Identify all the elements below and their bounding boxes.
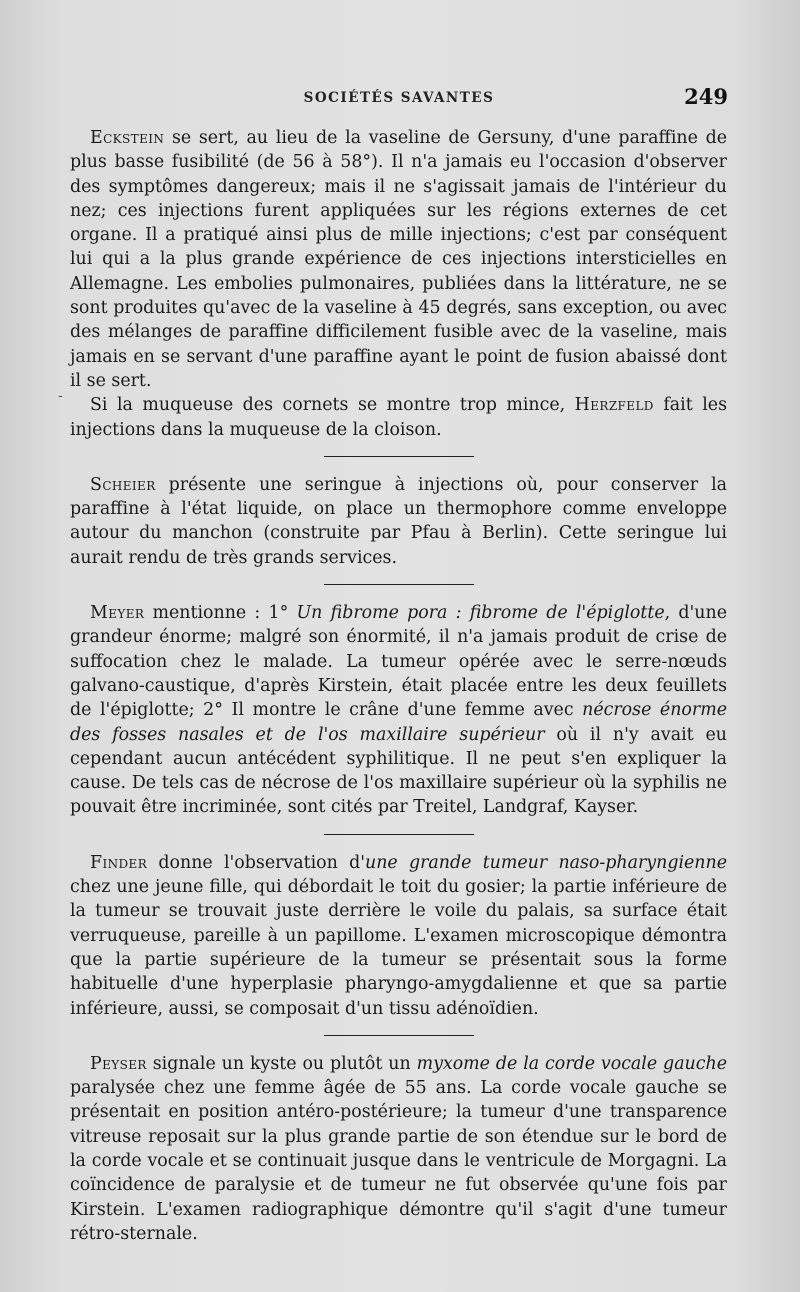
- author-name: Finder: [90, 852, 148, 873]
- paragraph-text: se sert, au lieu de la vaseline de Gersuny, d'une paraffine de plus basse fusibilité (de 56 à 58°). Il n'a jamais eu l'occasion d'observer des symptômes dangereux; mais il ne s'agissait jamais de l'intérieur du nez; ces injections furent appliquées sur les régions externes de cet organe. Il a pratiqué ainsi plus de mille injections; c'est par conséquent lui qui a la plus grande expérience de ces injections intersticielles en Allemagne. Les embolies pulmonaires, publiées dans la littérature, ne se sont produites qu'avec de la vaseline à 45 degrés, sans exception, ou avec des mélanges de paraffine difficilement fusible avec de la vaseline, mais jamais en se servant d'une paraffine ayant le point de fusion abaissé dont il se sert.: [70, 128, 727, 391]
- italic-title: Un fibrome pora : fibrome de l'épiglotte: [296, 603, 665, 624]
- paragraph-scheier: [70, 473, 727, 570]
- section-finder: [70, 851, 727, 1021]
- author-name: Scheier: [90, 474, 156, 495]
- paragraph-finder: [70, 851, 727, 1021]
- author-name: Eckstein: [90, 128, 165, 148]
- paragraph-text: présente une seringue à injections où, pour conserver la paraffine à l'état liquide, on place un thermophore comme enveloppe autour du manchon (construite par Pfau à Berlin). Cette seringue lui aurait rendu de très grands services.: [70, 474, 727, 568]
- section-divider: [324, 584, 474, 585]
- section-meyer: [70, 601, 727, 820]
- page-header: [70, 86, 728, 116]
- paragraph-text: où il n'y avait eu cependant aucun antécédent syphilitique. Il ne peut s'en expliquer la cause. De tels cas de nécrose de l'os maxillaire supérieur où la syphilis ne pouvait être incriminée, sont cités par Treitel, Landgraf, Kayser.: [70, 724, 727, 818]
- author-name: Peyser: [90, 1053, 147, 1074]
- paragraph-meyer: [70, 601, 727, 820]
- paragraph-peyser: [70, 1052, 727, 1246]
- italic-title: nécrose énorme des fosses nasales et de l'os maxillaire supérieur: [70, 700, 727, 745]
- paragraph-text: Si la muqueuse des cornets se montre trop mince,: [90, 395, 575, 416]
- paragraph-text: paralysée chez une femme âgée de 55 ans. La corde vocale gauche se présentait en position antéro-postérieure; la tumeur d'une transparence vitreuse reposait sur la plus grande partie de son étendue sur le bord de la corde vocale et se continuait jusque dans le ventricule de Morgagni. La coïncidence de paralysie et de tumeur ne fut observée qu'une fois par Kirstein. L'examen radiographique démontre qu'il s'agit d'une tumeur rétro-sternale.: [70, 1078, 727, 1244]
- running-title: SOCIÉTÉS SAVANTES: [303, 90, 495, 106]
- paragraph-text: fait les injections dans la muqueuse de la cloison.: [70, 395, 727, 440]
- author-name: Meyer: [90, 603, 145, 624]
- paragraph-herzfeld: [70, 393, 727, 442]
- italic-title: myxome de la corde vocale gauche: [416, 1053, 727, 1074]
- margin-mark: -: [58, 388, 63, 404]
- section-eckstein: [70, 126, 727, 442]
- section-peyser: [70, 1052, 727, 1246]
- paragraph-text: signale un kyste ou plutôt un: [146, 1053, 417, 1074]
- italic-title: une grande tumeur naso-pharyngienne: [365, 852, 727, 873]
- section-divider: [324, 1035, 474, 1036]
- paragraph-eckstein: [70, 126, 727, 393]
- section-divider: [324, 456, 474, 457]
- page-body: [70, 126, 727, 1246]
- paragraph-text: , d'une grandeur énorme; malgré son énormité, il n'a jamais produit de crise de suffocation chez le malade. La tumeur opérée avec le serre-nœuds galvano-caustique, d'après Kirstein, était placée entre les deux feuillets de l'épiglotte; 2° Il montre le crâne d'une femme avec: [70, 603, 727, 721]
- section-divider: [324, 834, 474, 835]
- section-scheier: [70, 473, 727, 570]
- page-number: 249: [684, 84, 728, 109]
- paragraph-text: donne l'observation d': [147, 852, 366, 873]
- paragraph-text: mentionne : 1°: [144, 603, 297, 624]
- author-name: Herzfeld: [574, 395, 654, 416]
- paragraph-text: chez une jeune fille, qui débordait le toit du gosier; la partie inférieure de la tumeur se trouvait juste derrière le voile du palais, sa surface était verruqueuse, pareille à un papillome. L'examen microscopique démontra que la partie supérieure de la tumeur se présentait sous la forme habituelle d'une hyperplasie pharyngo-amygdalienne et que sa partie inférieure, aussi, se composait d'un tissu adénoïdien.: [70, 877, 727, 1019]
